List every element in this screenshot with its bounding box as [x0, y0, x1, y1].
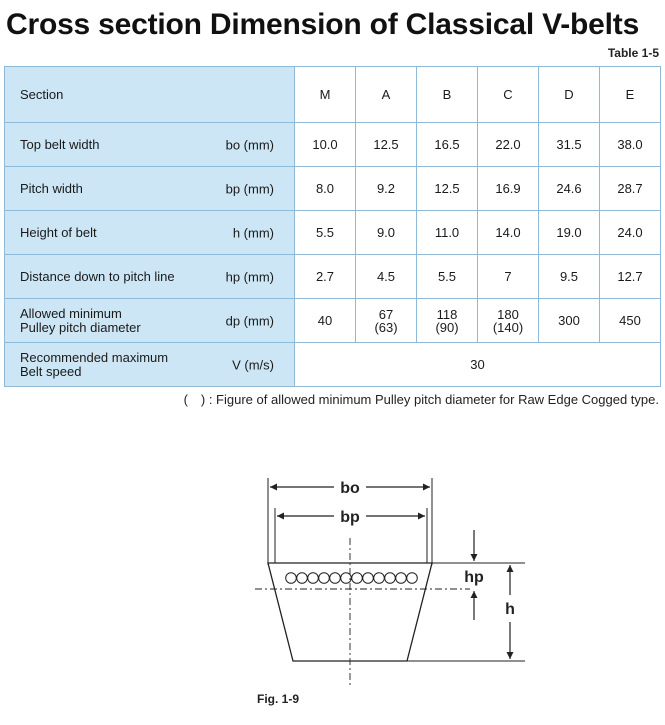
table-cell: 4.5: [356, 255, 417, 299]
row-symbol: V (m/s): [232, 357, 274, 372]
table-cell: 12.5: [417, 167, 478, 211]
row-label: Pitch width: [20, 180, 83, 196]
belt-speed-value: 30: [295, 343, 661, 387]
row-symbol: hp (mm): [225, 269, 274, 284]
h-label: h: [505, 601, 515, 618]
table-cell: 2.7: [295, 255, 356, 299]
cell-main: 180: [497, 306, 519, 322]
row-label: Height of belt: [20, 224, 97, 240]
cell-sub: (140): [492, 319, 524, 335]
table-cell: 14.0: [478, 211, 539, 255]
row-label-line: Belt speed: [20, 363, 82, 379]
table-cell: 9.2: [356, 167, 417, 211]
cell-main: 300: [558, 313, 580, 328]
row-symbol: bp (mm): [225, 181, 274, 196]
row-symbol: h (mm): [232, 225, 274, 240]
table-cell: 10.0: [295, 123, 356, 167]
table-cell: 16.9: [478, 167, 539, 211]
section-e: E: [600, 67, 661, 123]
hp-label: hp: [464, 569, 484, 586]
table-cell: 24.6: [539, 167, 600, 211]
row-symbol: dp (mm): [225, 313, 274, 328]
table-note: ( ) : Figure of allowed minimum Pulley pitch diameter for Raw Edge Cogged type.: [183, 392, 659, 407]
table-cell: 28.7: [600, 167, 661, 211]
table-cell: 8.0: [295, 167, 356, 211]
bp-label: bp: [340, 509, 360, 526]
page-title: Cross section Dimension of Classical V-belts: [6, 8, 640, 41]
table-cell: 9.5: [539, 255, 600, 299]
cell-main: 450: [619, 313, 641, 328]
section-c: C: [478, 67, 539, 123]
section-d: D: [539, 67, 600, 123]
table-label: Table 1-5: [607, 46, 659, 60]
cell-main: 67: [378, 306, 394, 322]
table-cell: 5.5: [417, 255, 478, 299]
table-cell: 7: [478, 255, 539, 299]
table-cell: 31.5: [539, 123, 600, 167]
bo-label: bo: [340, 480, 360, 497]
figure-caption: Fig. 1-9: [257, 692, 300, 706]
table-cell: 5.5: [295, 211, 356, 255]
table-cell: 12.7: [600, 255, 661, 299]
row-label-line: Recommended maximum: [20, 349, 169, 365]
table-cell: 12.5: [356, 123, 417, 167]
row-symbol: bo (mm): [225, 137, 274, 152]
row-label: Distance down to pitch line: [20, 268, 175, 284]
table-cell: 22.0: [478, 123, 539, 167]
cell-main: 118: [436, 306, 458, 322]
section-b: B: [417, 67, 478, 123]
table-cell: 19.0: [539, 211, 600, 255]
table-cell: 38.0: [600, 123, 661, 167]
table-cell: 24.0: [600, 211, 661, 255]
row-label-line: Allowed minimum: [20, 305, 122, 321]
section-a: A: [356, 67, 417, 123]
row-label-line: Pulley pitch diameter: [20, 319, 141, 335]
table-cell: 11.0: [417, 211, 478, 255]
cell-main: 40: [317, 313, 333, 328]
cell-sub: (90): [435, 319, 459, 335]
cell-sub: (63): [374, 319, 398, 335]
table-cell: 16.5: [417, 123, 478, 167]
table-cell: 9.0: [356, 211, 417, 255]
section-m: M: [295, 67, 356, 123]
row-label: Top belt width: [20, 136, 100, 152]
header-label: Section: [20, 86, 64, 102]
